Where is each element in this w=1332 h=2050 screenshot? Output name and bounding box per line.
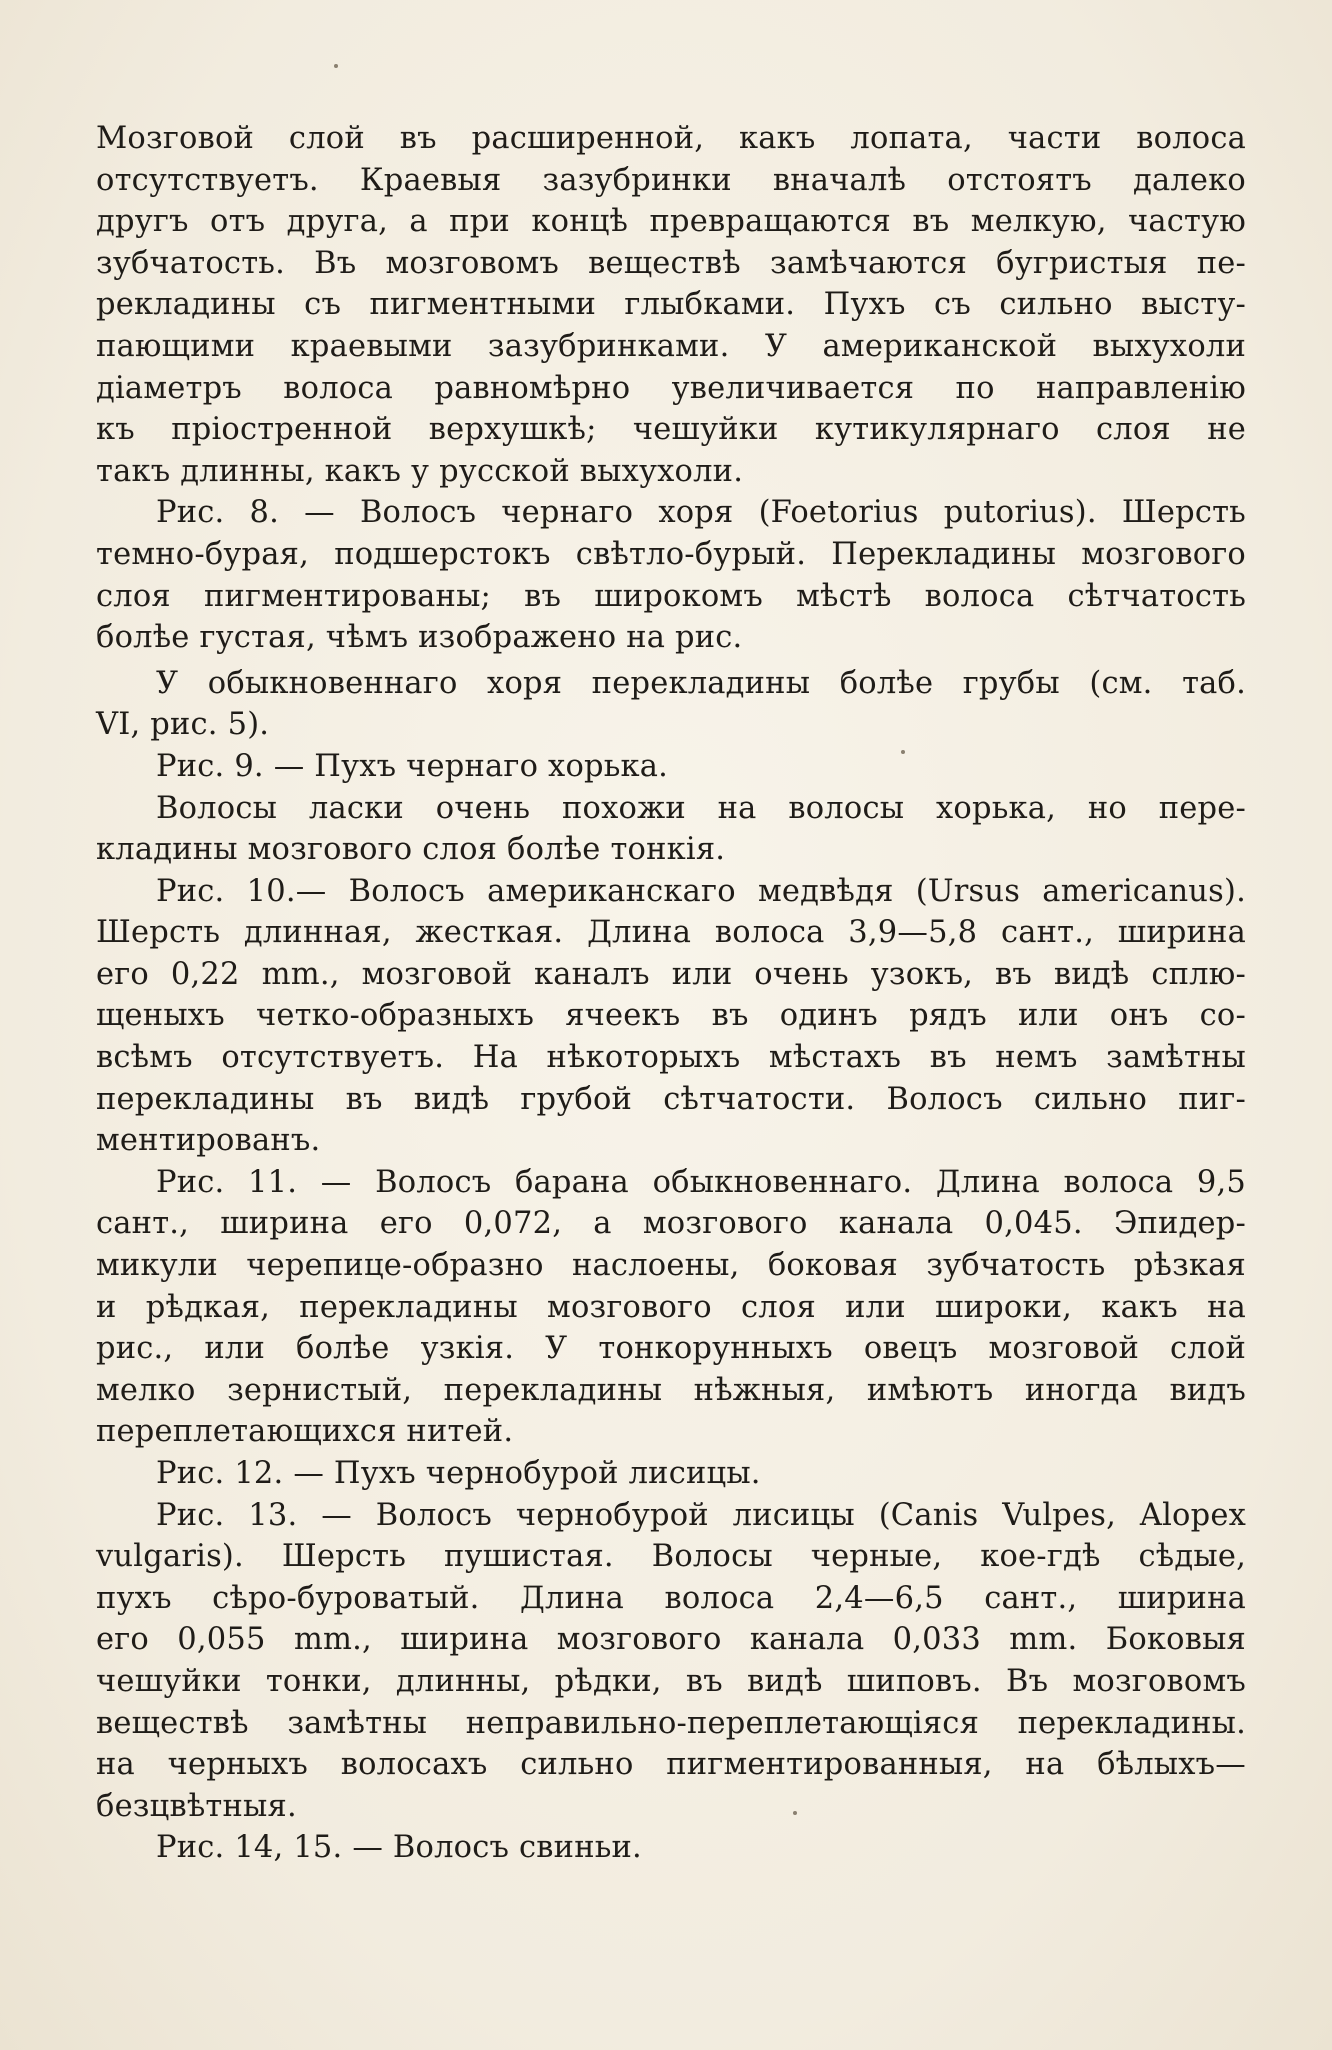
text-line: рекладины съ пигментными глыбками. Пухъ съ сильно высту- [96, 287, 1246, 323]
text-line: веществѣ замѣтны неправильно-переплетающіяся перекладины. [96, 1705, 1246, 1741]
text-line: Рис. 11. — Волосъ барана обыкновеннаго. Длина волоса 9,5 [156, 1164, 1246, 1200]
text-line: Рис. 14, 15. — Волосъ свиньи. [156, 1830, 642, 1866]
text-line: микули черепице-образно наслоены, боковая зубчатость рѣзкая [96, 1248, 1246, 1284]
text-line: темно-бурая, подшерстокъ свѣтло-бурый. Перекладины мозгового [96, 536, 1246, 572]
text-line: рис., или болѣе узкія. У тонкорунныхъ овецъ мозговой слой [96, 1331, 1246, 1367]
text-line: къ пріостренной верхушкѣ; чешуйки кутикулярнаго слоя не [96, 412, 1246, 448]
text-line: перекладины въ видѣ грубой сѣтчатости. Волосъ сильно пиг- [96, 1081, 1246, 1117]
body-text [96, 118, 1246, 1869]
text-line: пухъ сѣро-буроватый. Длина волоса 2,4—6,5 сант., ширина [96, 1580, 1246, 1616]
text-line: зубчатость. Въ мозговомъ веществѣ замѣчаются бугристыя пе- [96, 245, 1246, 281]
text-line: чешуйки тонки, длинны, рѣдки, въ видѣ шиповъ. Въ мозговомъ [96, 1663, 1246, 1699]
text-line: его 0,22 mm., мозговой каналъ или очень узокъ, въ видѣ сплю- [96, 956, 1246, 992]
text-line: его 0,055 mm., ширина мозгового канала 0,033 mm. Боковыя [96, 1622, 1246, 1658]
text-line: безцвѣтныя. [96, 1788, 297, 1824]
page-speck [334, 64, 338, 68]
text-line: Рис. 10.— Волосъ американскаго медвѣдя (Ursus americanus). [156, 873, 1246, 909]
text-line: Мозговой слой въ расширенной, какъ лопата, части волоса [96, 121, 1246, 156]
text-line: на черныхъ волосахъ сильно пигментированныя, на бѣлыхъ— [96, 1747, 1246, 1783]
text-line: Рис. 8. — Волосъ чернаго хоря (Foetorius putorius). Шерсть [156, 495, 1246, 531]
text-line: такъ длинны, какъ у русской выхухоли. [96, 453, 744, 489]
text-line: мелко зернистый, перекладины нѣжныя, имѣютъ иногда видъ [96, 1372, 1246, 1408]
text-line: щеныхъ четко-образныхъ ячеекъ въ одинъ рядъ или онъ со- [96, 998, 1246, 1034]
text-line: болѣе густая, чѣмъ изображено на рис. [96, 620, 743, 656]
text-line: всѣмъ отсутствуетъ. На нѣкоторыхъ мѣстахъ въ немъ замѣтны [96, 1040, 1246, 1076]
text-line: ментированъ. [96, 1123, 321, 1159]
text-line: слоя пигментированы; въ широкомъ мѣстѣ волоса сѣтчатость [96, 578, 1246, 614]
text-line: VI, рис. 5). [96, 707, 270, 743]
text-line: Шерсть длинная, жесткая. Длина волоса 3,9—5,8 сант., ширина [96, 915, 1246, 951]
text-line: переплетающихся нитей. [96, 1414, 514, 1450]
text-line: сант., ширина его 0,072, а мозгового канала 0,045. Эпидер- [96, 1206, 1246, 1242]
text-line: vulgaris). Шерсть пушистая. Волосы черные, кое-гдѣ сѣдые, [96, 1539, 1246, 1575]
text-line: кладины мозгового слоя болѣе тонкія. [96, 832, 726, 868]
text-line: и рѣдкая, перекладины мозгового слоя или широки, какъ на [96, 1289, 1246, 1325]
text-line: отсутствуетъ. Краевыя зазубринки вначалѣ отстоятъ далеко [96, 162, 1246, 198]
text-line: другъ отъ друга, а при концѣ превращаются въ мелкую, частую [96, 204, 1246, 240]
text-line: Рис. 9. — Пухъ чернаго хорька. [156, 748, 669, 784]
text-line: Волосы ласки очень похожи на волосы хорька, но пере- [156, 790, 1246, 826]
text-line: діаметръ волоса равномѣрно увеличивается по направленію [96, 370, 1246, 406]
text-line: У обыкновеннаго хоря перекладины болѣе грубы (см. таб. [156, 665, 1246, 701]
text-line: пающими краевыми зазубринками. У американской выхухоли [96, 328, 1246, 364]
text-line: Рис. 13. — Волосъ чернобурой лисицы (Canis Vulpes, Alopex [156, 1497, 1246, 1533]
text-line: Рис. 12. — Пухъ чернобурой лисицы. [156, 1456, 761, 1491]
